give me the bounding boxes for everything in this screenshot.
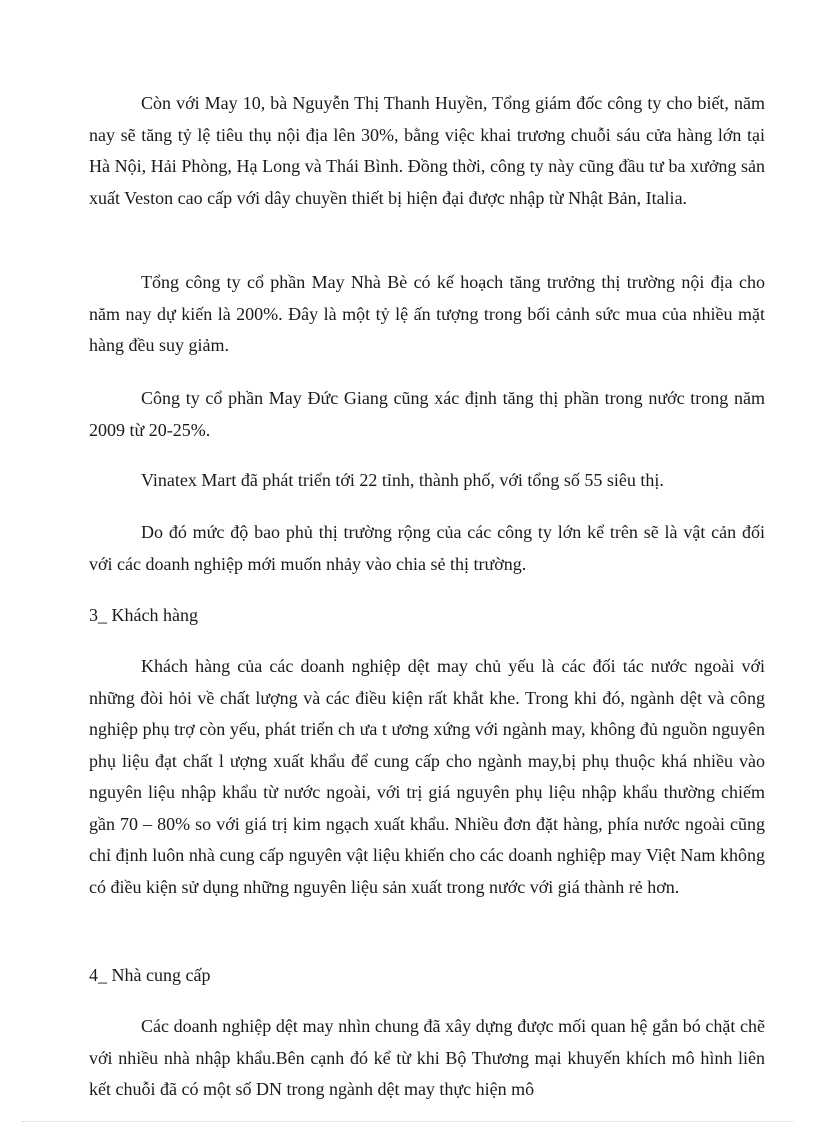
section-heading-customers: 3_ Khách hàng bbox=[89, 605, 198, 625]
paragraph-may-duc-giang: Công ty cổ phần May Đức Giang cũng xác định tăng thị phần trong nước trong năm 2009 từ 20-25%. bbox=[89, 388, 765, 440]
paragraph-vinatex-mart: Vinatex Mart đã phát triển tới 22 tỉnh, thành phố, với tổng số 55 siêu thị. bbox=[141, 470, 664, 490]
paragraph-customers: Khách hàng của các doanh nghiệp dệt may chủ yếu là các đối tác nước ngoài với những đòi hỏi về chất lượng và các điều kiện rất khắt khe. Trong khi đó, ngành dệt và công nghiệp phụ trợ còn yếu, phát triển ch ưa t ương xứng với ngành may, không đủ nguồn nguyên phụ liệu đạt chất l ượng xuất khẩu để cung cấp cho ngành may,bị phụ thuộc khá nhiều vào nguyên liệu nhập khẩu từ nước ngoài, với trị giá nguyên phụ liệu nhập khẩu thường chiếm gần 70 – 80% so với giá trị kim ngạch xuất khẩu. Nhiều đơn đặt hàng, phía nước ngoài cũng chỉ định luôn nhà cung cấp nguyên vật liệu khiến cho các doanh nghiệp may Việt Nam không có điều kiện sử dụng những nguyên liệu sản xuất trong nước với giá thành rẻ hơn. bbox=[89, 656, 765, 897]
section-heading-suppliers: 4_ Nhà cung cấp bbox=[89, 965, 211, 985]
paragraph-suppliers: Các doanh nghiệp dệt may nhìn chung đã xây dựng được mối quan hệ gắn bó chặt chẽ với nhiều nhà nhập khẩu.Bên cạnh đó kể từ khi Bộ Thương mại khuyến khích mô hình liên kết chuỗi đã có một số DN trong ngành dệt may thực hiện mô bbox=[89, 1016, 765, 1099]
paragraph-market-coverage: Do đó mức độ bao phủ thị trường rộng của các công ty lớn kể trên sẽ là vật cản đối với các doanh nghiệp mới muốn nhảy vào chia sẻ thị trường. bbox=[89, 522, 765, 574]
paragraph-may-10: Còn với May 10, bà Nguyễn Thị Thanh Huyền, Tổng giám đốc công ty cho biết, năm nay sẽ tăng tỷ lệ tiêu thụ nội địa lên 30%, bằng việc khai trương chuỗi sáu cửa hàng lớn tại Hà Nội, Hải Phòng, Hạ Long và Thái Bình. Đồng thời, công ty này cũng đầu tư ba xưởng sản xuất Veston cao cấp với dây chuyền thiết bị hiện đại được nhập từ Nhật Bản, Italia. bbox=[89, 93, 765, 208]
paragraph-may-nha-be: Tổng công ty cổ phần May Nhà Bè có kế hoạch tăng trưởng thị trường nội địa cho năm nay dự kiến là 200%. Đây là một tỷ lệ ấn tượng trong bối cảnh sức mua của nhiều mặt hàng đều suy giảm. bbox=[89, 272, 765, 355]
